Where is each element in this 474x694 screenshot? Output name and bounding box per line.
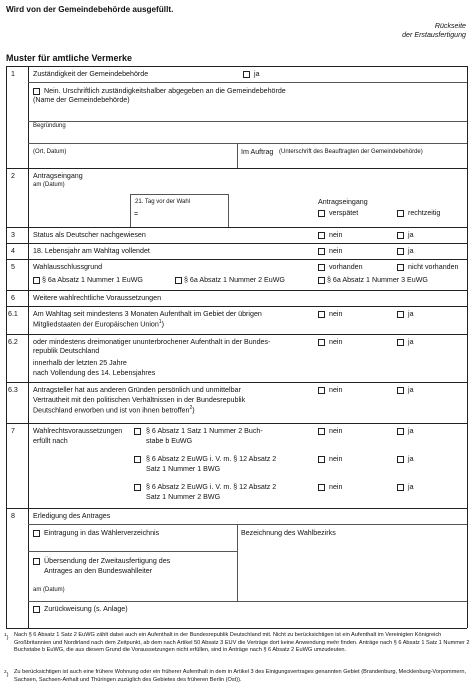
row-number: 7 xyxy=(11,427,15,435)
row2-equals: = xyxy=(134,210,139,218)
row-line xyxy=(28,601,467,602)
row-number: 6 xyxy=(11,294,15,302)
row4-ja-label: ja xyxy=(408,247,414,255)
row-line xyxy=(6,423,467,424)
row63-text-line1: Antragsteller hat aus anderen Gründen persönlich und unmittelbar xyxy=(33,386,241,394)
row7-c-nein-checkbox[interactable] xyxy=(318,484,325,491)
row1-label: Zuständigkeit der Gemeindebehörde xyxy=(33,70,149,78)
row2-rechtzeitig-label: rechtzeitig xyxy=(408,209,441,217)
row1-begruendung-label: Begründung xyxy=(33,123,66,129)
row-number: 8 xyxy=(11,512,15,520)
row7-a-checkbox[interactable] xyxy=(134,428,141,435)
row2-label: Antragseingang xyxy=(33,172,83,180)
row62-text-line4: nach Vollendung des 14. Lebensjahres xyxy=(33,369,156,377)
row8-am-datum-label: am (Datum) xyxy=(33,587,65,593)
row5-label: Wahlausschlussgrund xyxy=(33,263,103,271)
row62-ja-checkbox[interactable] xyxy=(397,339,404,346)
row7-b-nein-label: nein xyxy=(329,455,343,463)
row-line xyxy=(6,259,467,260)
row-line xyxy=(6,382,467,383)
row3-ja-checkbox[interactable] xyxy=(397,232,404,239)
row-number: 4 xyxy=(11,247,15,255)
row7-c-line1: § 6 Absatz 2 EuWG i. V. m. § 12 Absatz 2 xyxy=(146,483,277,491)
row-line xyxy=(28,524,467,525)
row3-nein-checkbox[interactable] xyxy=(318,232,325,239)
row61-nein-label: nein xyxy=(329,310,343,318)
row5-nicht-vorhanden-checkbox[interactable] xyxy=(397,264,404,271)
row61-nein-checkbox[interactable] xyxy=(318,311,325,318)
footnote-2: $^2$) Zu berücksichtigen ist auch eine frühere Wohnung oder ein früherer Aufenthalt in dem in Artikel 3 des Einigungsvertrages genannten Gebiet (Brandenburg, Mecklenburg-Vorpommern, Sachsen, Sachsen-Anhalt und Thüringen zuzüglich des Gebietes des früheren Berlin (Ost)). xyxy=(4,669,467,683)
row7-label-line2: erfüllt nach xyxy=(33,437,68,445)
row-line xyxy=(28,143,467,144)
cell-divider xyxy=(130,194,131,227)
table-border-left xyxy=(6,66,7,628)
row4-label: 18. Lebensjahr am Wahltag vollendet xyxy=(33,247,150,255)
footnote-1-text: Nach § 6 Absatz 1 Satz 2 EuWG zählt dabei auch ein Aufenthalt in der Bundesrepublik Deutschland mit. Nicht zu berücksichtigen ist ein Aufenthalt im Vereinigten Königreich Großbritannien und Nordirland nach dem Zeitpunkt, ab dem nach Artikel 50 Absatz 3 EUV die Verträge dort keine Anwendung mehr finden. Anträge nach § 6 Absatz 1 Satz 1 Nummer 2 Buchstabe b EuWG, die aus diesem Grund die Voraussetzungen nicht erfüllen, sind in Anträge nach § 6 Absatz 2 EuWG umzudeuten. xyxy=(14,632,470,654)
row8-eintragung-label: Eintragung in das Wählerverzeichnis xyxy=(44,529,160,537)
row7-c-ja-label: ja xyxy=(408,483,414,491)
row61-ja-label: ja xyxy=(408,310,414,318)
row8-uebersendung-line1: Übersendung der Zweitausfertigung des xyxy=(44,557,171,565)
row5-vorhanden-label: vorhanden xyxy=(329,263,363,271)
row62-text-line3: innerhalb der letzten 25 Jahre xyxy=(33,359,127,367)
row5-nicht-vorhanden-label: nicht vorhanden xyxy=(408,263,459,271)
row8-bezeichnung-label: Bezeichnung des Wahlbezirks xyxy=(241,529,336,537)
row-line xyxy=(6,334,467,335)
row-line xyxy=(6,290,467,291)
row4-ja-checkbox[interactable] xyxy=(397,248,404,255)
row3-ja-label: ja xyxy=(408,231,414,239)
row1-unterschrift-label: (Unterschrift des Beauftragten der Gemeindebehörde) xyxy=(279,149,423,155)
row2-verspaetet-checkbox[interactable] xyxy=(318,210,325,217)
row63-nein-label: nein xyxy=(329,386,343,394)
row7-a-line2: stabe b EuWG xyxy=(146,437,193,445)
row61-text-line2: Mitgliedstaaten der Europäischen Union$^1$) xyxy=(33,319,164,329)
row8-label: Erledigung des Antrages xyxy=(33,512,111,520)
row1-ja-checkbox[interactable] xyxy=(243,71,250,78)
row61-text-line1: Am Wahltag seit mindestens 3 Monaten Aufenthalt im Gebiet der übrigen xyxy=(33,310,262,318)
row5-opt1-label: § 6a Absatz 1 Nummer 1 EuWG xyxy=(42,276,143,284)
row63-ja-checkbox[interactable] xyxy=(397,387,404,394)
row-number: 6.1 xyxy=(8,310,18,318)
row62-text-line2: republik Deutschland xyxy=(33,347,100,355)
row62-ja-label: ja xyxy=(408,338,414,346)
row-line xyxy=(6,243,467,244)
row-line xyxy=(6,168,467,169)
row7-a-ja-label: ja xyxy=(408,427,414,435)
row1-nein-checkbox[interactable] xyxy=(33,88,40,95)
row63-text-line2: Vertrautheit mit den politischen Verhältnissen in der Bundesrepublik xyxy=(33,396,246,404)
row2-rechtzeitig-checkbox[interactable] xyxy=(397,210,404,217)
row-line xyxy=(28,551,237,552)
row2-am-datum-label: am (Datum) xyxy=(33,182,65,188)
row-number: 2 xyxy=(11,172,15,180)
row1-ort-datum-label: (Ort, Datum) xyxy=(33,149,67,155)
header-rueckseite: Rückseite xyxy=(434,22,466,30)
row-line xyxy=(28,82,467,83)
row7-a-ja-checkbox[interactable] xyxy=(397,428,404,435)
row7-b-checkbox[interactable] xyxy=(134,456,141,463)
row7-c-ja-checkbox[interactable] xyxy=(397,484,404,491)
row8-zurueckweisung-label: Zurückweisung (s. Anlage) xyxy=(44,605,128,613)
row7-b-ja-checkbox[interactable] xyxy=(397,456,404,463)
row63-nein-checkbox[interactable] xyxy=(318,387,325,394)
section-title: Muster für amtliche Vermerke xyxy=(6,53,133,63)
row7-a-line1: § 6 Absatz 1 Satz 1 Nummer 2 Buch- xyxy=(146,427,263,435)
row2-tag-label: 21. Tag vor der Wahl xyxy=(135,199,191,205)
row-number: 1 xyxy=(11,70,15,78)
row7-b-nein-checkbox[interactable] xyxy=(318,456,325,463)
row-line xyxy=(6,628,467,629)
row5-opt1-checkbox[interactable] xyxy=(33,277,40,284)
row7-b-line1: § 6 Absatz 2 EuWG i. V. m. § 12 Absatz 2 xyxy=(146,455,277,463)
cell-divider xyxy=(228,194,229,227)
row7-c-line2: Satz 1 Nummer 2 BWG xyxy=(146,493,221,501)
row2-eingang-label: Antragseingang xyxy=(318,198,368,206)
header-erstausfertigung: der Erstausfertigung xyxy=(402,31,466,39)
row7-b-line2: Satz 1 Nummer 1 BWG xyxy=(146,465,221,473)
row61-ja-checkbox[interactable] xyxy=(397,311,404,318)
row-line xyxy=(6,508,467,509)
row8-uebersendung-line2: Antrages an den Bundeswahlleiter xyxy=(44,567,153,575)
row63-ja-label: ja xyxy=(408,386,414,394)
row8-zurueckweisung-checkbox[interactable] xyxy=(33,606,40,613)
row-line xyxy=(130,194,228,195)
row5-vorhanden-checkbox[interactable] xyxy=(318,264,325,271)
row7-label-line1: Wahlrechtsvoraussetzungen xyxy=(33,427,123,435)
row5-opt3-checkbox[interactable] xyxy=(318,277,325,284)
row1-im-auftrag-label: Im Auftrag xyxy=(241,148,274,156)
row-number: 5 xyxy=(11,263,15,271)
footnote-2-text: Zu berücksichtigen ist auch eine frühere Wohnung oder ein früherer Aufenthalt in dem in Artikel 3 des Einigungsvertrages genannten Gebiet (Brandenburg, Mecklenburg-Vorpommern, Sachsen, Sachsen-Anhalt und Thüringen zuzüglich des Gebietes des früheren Berlin (Ost)). xyxy=(14,669,467,683)
row4-nein-checkbox[interactable] xyxy=(318,248,325,255)
row63-text-line3: Deutschland erworben und ist von ihnen betroffen$^2$) xyxy=(33,405,195,415)
number-column-divider xyxy=(28,66,29,628)
table-border-right xyxy=(467,66,468,628)
header-note: Wird von der Gemeindebehörde ausgefüllt. xyxy=(6,5,174,14)
row1-ja-label: ja xyxy=(254,70,260,78)
row62-nein-label: nein xyxy=(329,338,343,346)
row62-text-line1: oder mindestens dreimonatiger ununterbrochener Aufenthalt in der Bundes- xyxy=(33,338,271,346)
row62-nein-checkbox[interactable] xyxy=(318,339,325,346)
row-line xyxy=(28,121,467,122)
row7-b-ja-label: ja xyxy=(408,455,414,463)
row6-label: Weitere wahlrechtliche Voraussetzungen xyxy=(33,294,162,302)
row-number: 3 xyxy=(11,231,15,239)
row7-a-nein-checkbox[interactable] xyxy=(318,428,325,435)
row3-label: Status als Deutscher nachgewiesen xyxy=(33,231,146,239)
row2-verspaetet-label: verspätet xyxy=(329,209,359,217)
row7-c-nein-label: nein xyxy=(329,483,343,491)
row8-uebersendung-checkbox[interactable] xyxy=(33,558,40,565)
row1-nein-text: Nein. Urschriftlich zuständigkeitshalber abgegeben an die Gemeindebehörde xyxy=(44,87,286,95)
row7-c-checkbox[interactable] xyxy=(134,484,141,491)
row3-nein-label: nein xyxy=(329,231,343,239)
row-line xyxy=(6,66,467,67)
cell-divider xyxy=(237,524,238,601)
row7-a-nein-label: nein xyxy=(329,427,343,435)
row5-opt3-label: § 6a Absatz 1 Nummer 3 EuWG xyxy=(327,276,428,284)
cell-divider xyxy=(237,143,238,168)
footnote-1: $^1$) Nach § 6 Absatz 1 Satz 2 EuWG zählt dabei auch ein Aufenthalt in der Bundesrepublik Deutschland mit. Nicht zu berücksichtigen ist ein Aufenthalt im Vereinigten Königreich Großbritannien und Nordirland nach dem Zeitpunkt, ab dem nach Artikel 50 Absatz 3 EUV die Verträge dort keine Anwendung mehr finden. Anträge nach § 6 Absatz 1 Satz 1 Nummer 2 Buchstabe b EuWG, die aus diesem Grund die Voraussetzungen nicht erfüllen, sind in Anträge nach § 6 Absatz 2 EuWG umzudeuten. xyxy=(4,632,470,654)
row1-nein-subtext: (Name der Gemeindebehörde) xyxy=(33,96,130,104)
row-number: 6.2 xyxy=(8,338,18,346)
row-line xyxy=(6,227,467,228)
row4-nein-label: nein xyxy=(329,247,343,255)
row5-opt2-checkbox[interactable] xyxy=(175,277,182,284)
row-line xyxy=(6,306,467,307)
row8-eintragung-checkbox[interactable] xyxy=(33,530,40,537)
row5-opt2-label: § 6a Absatz 1 Nummer 2 EuWG xyxy=(184,276,285,284)
row-number: 6.3 xyxy=(8,386,18,394)
